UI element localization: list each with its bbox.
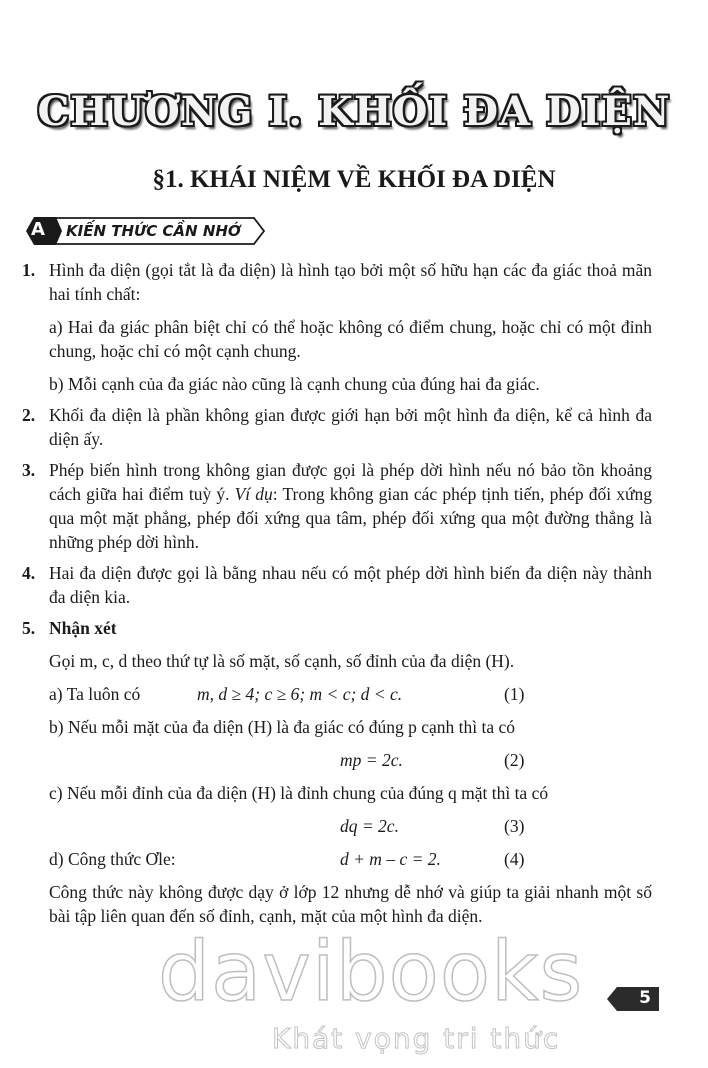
formula: d + m – c = 2. [340, 849, 441, 869]
item-text: Hình đa diện (gọi tắt là đa diện) là hình tạo bởi một số hữu hạn các đa giác thoả mãn hai tính chất: [49, 260, 652, 304]
list-item [22, 561, 652, 609]
item-number: 1. [22, 260, 36, 280]
banner-letter: A [31, 219, 45, 240]
item-number: 5. [22, 618, 36, 638]
item-number: 3. [22, 460, 36, 480]
equation-number: (4) [504, 849, 525, 869]
remark-intro: Gọi m, c, d theo thứ tự là số mặt, số cạnh, số đỉnh của đa diện (H). [49, 651, 515, 671]
page-badge-shape-icon [607, 987, 659, 1011]
banner-title: KIẾN THỨC CẦN NHỚ [66, 222, 241, 240]
item-text-part: : Trong không gian các phép tịnh tiến, phép đối xứng qua một mặt phẳng, phép đối xứng qua tâm, phép đối xứng qua một đường thẳng là những phép dời hình. [49, 484, 652, 552]
list-item [22, 403, 652, 451]
page-number: 5 [639, 988, 651, 1008]
item-subpoint-a: a) Hai đa giác phân biệt chỉ có thể hoặc không có điểm chung, hoặc chỉ có một đỉnh chung, hoặc chỉ có một cạnh chung. [49, 317, 652, 361]
formula-label: a) Ta luôn có [49, 684, 141, 704]
list-item [22, 458, 652, 554]
remark-note: Công thức này không được dạy ở lớp 12 nhưng dễ nhớ và giúp ta giải nhanh một số bài tập liên quan đến số đỉnh, cạnh, mặt của một hình đa diện. [49, 882, 652, 926]
formula: mp = 2c. [340, 750, 403, 770]
item-text: Hai đa diện được gọi là bằng nhau nếu có một phép dời hình biến đa diện này thành đa diện kia. [49, 563, 652, 607]
list-item [22, 616, 652, 928]
equation-number: (2) [504, 750, 525, 770]
formula: m, d ≥ 4; c ≥ 6; m < c; d < c. [197, 684, 403, 704]
item-text-part: Phép biến hình trong không gian được gọi là phép dời hình nếu nó bảo tồn khoảng cách giữa hai điểm tuỳ ý. [49, 460, 652, 504]
section-banner [22, 216, 266, 246]
equation-number: (1) [504, 684, 525, 704]
remark-c-text: c) Nếu mỗi đỉnh của đa diện (H) là đỉnh chung của đúng q mặt thì ta có [49, 783, 549, 803]
equation-number: (3) [504, 816, 525, 836]
example-label: Ví dụ [234, 484, 273, 504]
section-title: §1. KHÁI NIỆM VỀ KHỐI ĐA DIỆN [152, 166, 556, 193]
formula-label: d) Công thức Ơle: [49, 849, 176, 869]
item-number: 2. [22, 405, 36, 425]
formula: dq = 2c. [340, 816, 399, 836]
remark-b-text: b) Nếu mỗi mặt của đa diện (H) là đa giác có đúng p cạnh thì ta có [49, 717, 516, 737]
item-text [49, 458, 652, 554]
formula-row-a [49, 682, 652, 706]
item-subpoint-b: b) Mỗi cạnh của đa giác nào cũng là cạnh chung của đúng hai đa giác. [49, 374, 540, 394]
formula-row-d [49, 847, 652, 871]
list-item [22, 258, 652, 396]
item-text: Khối đa diện là phần không gian được giới hạn bởi một hình đa diện, kể cả hình đa diện ấy. [49, 405, 652, 449]
remark-title: Nhận xét [49, 618, 117, 638]
page-number-badge [607, 987, 659, 1011]
formula-row-c [49, 814, 652, 838]
watermark-brand: davibooks [158, 925, 584, 1020]
item-number: 4. [22, 563, 36, 583]
chapter-title: CHƯƠNG I. KHỐI ĐA DIỆN [37, 88, 671, 135]
watermark-slogan: Khát vọng tri thức [272, 1022, 561, 1055]
main-content [22, 258, 652, 935]
formula-row-b [49, 748, 652, 772]
